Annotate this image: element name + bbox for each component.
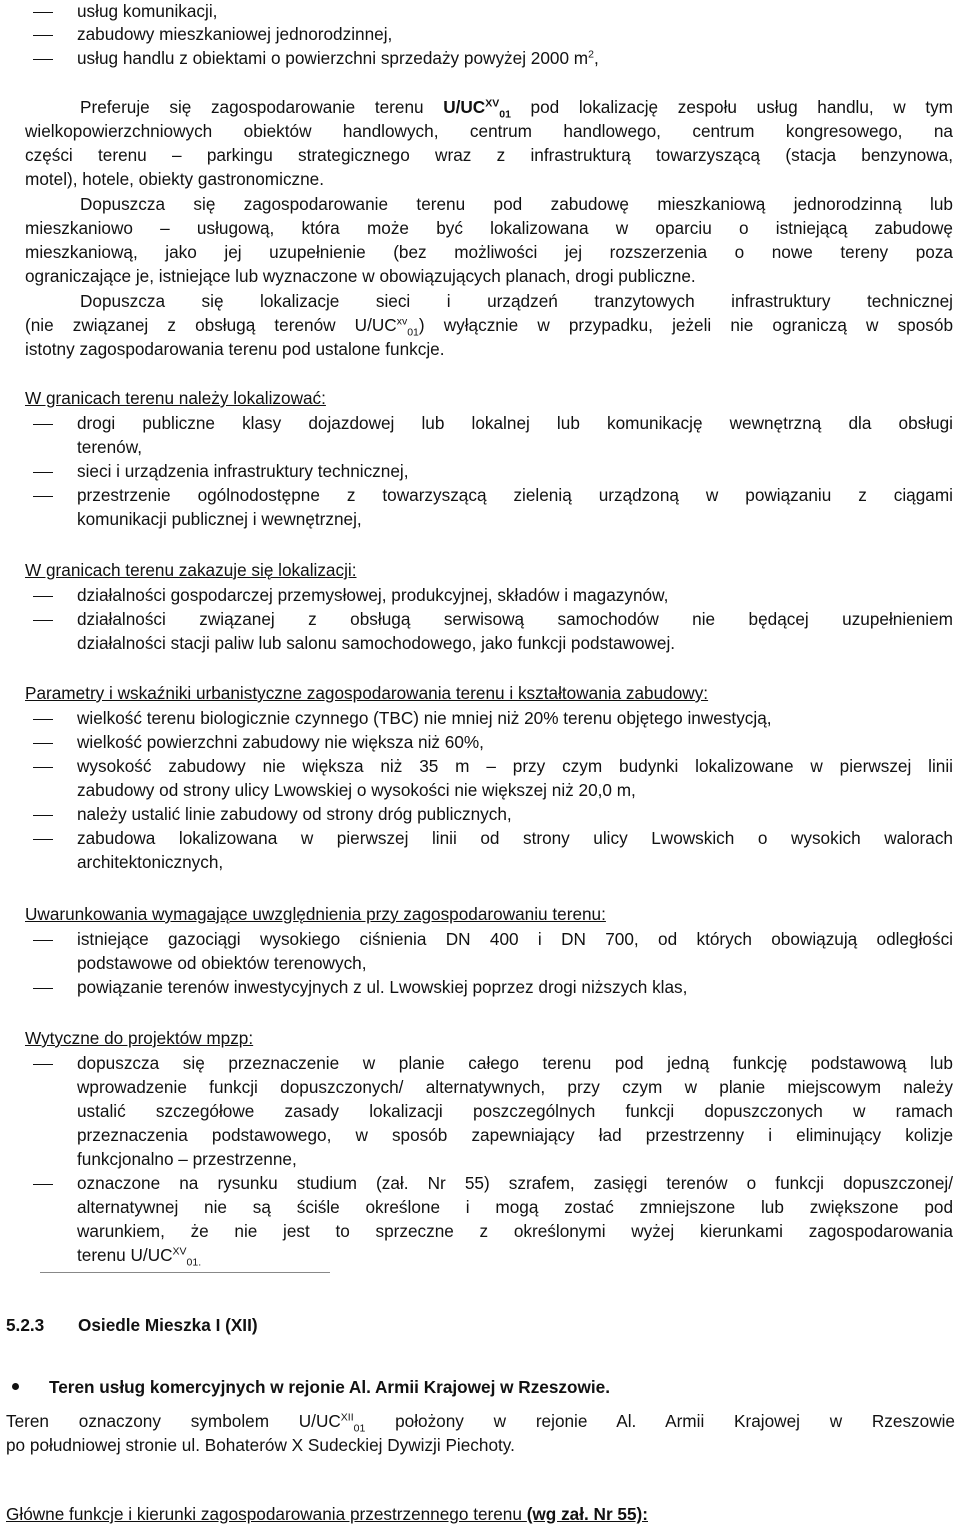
dash-bullet — [33, 12, 53, 13]
list-item-cont: architektonicznych, — [77, 852, 224, 872]
paragraph-line: mieszkaniową, jako jej uzupełnienie (bez możliwości jej rozszerzenia o nowe tereny poza — [25, 242, 953, 262]
subscript: 01 — [407, 326, 419, 339]
text-span: położony w rejonie Al. Armii Krajowej w Rzeszowie — [365, 1411, 955, 1431]
paragraph-line: ograniczające je, istniejące lub wyznaczone w obowiązujących planach, drogi publiczne. — [25, 266, 696, 286]
text-span-bold: (wg zał. Nr 55): — [526, 1504, 648, 1524]
dash-bullet — [33, 1184, 53, 1185]
list-item-text: usług handlu z obiektami o powierzchni sprzedaży powyżej 2000 m — [77, 48, 589, 68]
list-item: usług komunikacji, — [77, 1, 218, 21]
list-item-cont: wprowadzenie funkcji dopuszczonych/ alternatywnych, przy czym w planie miejscowym należy — [77, 1077, 953, 1097]
list-item-cont: zabudowy od strony ulicy Lwowskiej o wysokości nie większej niż 20,0 m, — [77, 780, 636, 800]
subsection-title: Osiedle Mieszka I (XII) — [78, 1315, 258, 1335]
list-item-cont: warunkiem, że nie jest to sprzeczne z określonymi wyżej kierunkami zagospodarowania — [77, 1221, 953, 1241]
text-span: pod lokalizację zespołu usług handlu, w tym — [510, 97, 953, 117]
section-heading: W granicach terenu należy lokalizować: — [25, 388, 326, 408]
list-item: zabudowa lokalizowana w pierwszej linii od strony ulicy Lwowskich o wysokich walorach — [77, 828, 953, 848]
dash-bullet — [33, 424, 53, 425]
dash-bullet — [33, 59, 53, 60]
paragraph-line — [25, 315, 953, 339]
list-item-cont: przeznaczenia podstawowego, w sposób zapewniający ład przestrzenny i eliminujący kolizje — [77, 1125, 953, 1145]
dash-bullet — [33, 496, 53, 497]
paragraph-line: po południowej stronie ul. Bohaterów X Sudeckiej Dywizji Piechoty. — [6, 1435, 515, 1455]
paragraph-line: istotny zagospodarowania terenu pod ustalone funkcje. — [25, 339, 445, 359]
section-heading: Wytyczne do projektów mpzp: — [25, 1028, 254, 1048]
list-item: zabudowy mieszkaniowej jednorodzinnej, — [77, 24, 393, 44]
dash-bullet — [33, 1064, 53, 1065]
superscript: XV — [485, 97, 500, 110]
paragraph-line: Dopuszcza się zagospodarowanie terenu pod zabudowę mieszkaniową jednorodzinną lub — [80, 194, 953, 214]
bullet-dot — [12, 1383, 19, 1390]
superscript: 2 — [588, 48, 594, 61]
section-heading: Uwarunkowania wymagające uwzględnienia przy zagospodarowaniu terenu: — [25, 904, 606, 924]
list-item: działalności związanej z obsługą serwisową samochodów nie będącej uzupełnieniem — [77, 609, 953, 629]
superscript: xv — [396, 315, 408, 328]
dash-bullet — [33, 596, 53, 597]
paragraph-line — [80, 97, 953, 121]
text-span: Główne funkcje i kierunki zagospodarowania przestrzennego terenu — [6, 1504, 527, 1524]
list-item-cont: terenów, — [77, 437, 142, 457]
text-span: terenu U/UC — [77, 1245, 173, 1265]
text-span: Teren oznaczony symbolem U/UC — [6, 1411, 341, 1431]
list-item: należy ustalić linie zabudowy od strony dróg publicznych, — [77, 804, 512, 824]
dash-bullet — [33, 815, 53, 816]
list-item-cont: funkcjonalno – przestrzenne, — [77, 1149, 297, 1169]
section-heading: Parametry i wskaźniki urbanistyczne zagospodarowania terenu i kształtowania zabudowy: — [25, 683, 709, 703]
list-item: działalności gospodarczej przemysłowej, produkcyjnej, składów i magazynów, — [77, 585, 669, 605]
text-span: Preferuje się zagospodarowanie terenu — [80, 97, 444, 117]
paragraph-line: mieszkaniowo – usługową, która może być lokalizowana w oparciu o istniejącą zabudowę — [25, 218, 953, 238]
list-item-cont: podstawowe od obiektów terenowych, — [77, 953, 367, 973]
bullet-heading: Teren usług komercyjnych w rejonie Al. Armii Krajowej w Rzeszowie. — [49, 1377, 610, 1397]
superscript: XV — [172, 1245, 187, 1258]
list-item-cont: działalności stacji paliw lub salonu samochodowego, jako funkcji podstawowej. — [77, 633, 676, 653]
dash-bullet — [33, 940, 53, 941]
paragraph-line — [6, 1411, 955, 1435]
subscript: 01 — [499, 108, 511, 121]
list-item-cont: ustalić szczegółowe zasady lokalizacji poszczególnych funkcji dopuszczonych w ramach — [77, 1101, 953, 1121]
list-item: dopuszcza się przeznaczenie w planie całego terenu pod jedną funkcję podstawową lub — [77, 1053, 953, 1073]
paragraph-line: części terenu – parkingu strategicznego wraz z infrastrukturą towarzyszącą (stacja benzynowa, — [25, 145, 953, 165]
list-item: przestrzenie ogólnodostępne z towarzyszącą zielenią urządzoną w powiązaniu z ciągami — [77, 485, 953, 505]
paragraph-line: wielkopowierzchniowych obiektów handlowych, centrum handlowego, centrum kongresowego, na — [25, 121, 953, 141]
divider — [40, 1272, 330, 1273]
list-item — [77, 48, 599, 68]
list-item-tail: , — [593, 48, 599, 68]
subsection-number: 5.2.3 — [6, 1315, 45, 1335]
dash-bullet — [33, 719, 53, 720]
list-item: drogi publiczne klasy dojazdowej lub lokalnej lub komunikację wewnętrzną dla obsługi — [77, 413, 953, 433]
text-span: (nie związanej z obsługą terenów U/UC — [25, 315, 397, 335]
dash-bullet — [33, 988, 53, 989]
section-heading: W granicach terenu zakazuje się lokalizacji: — [25, 560, 357, 580]
dash-bullet — [33, 767, 53, 768]
list-item: wielkość terenu biologicznie czynnego (TBC) nie mniej niż 20% terenu objętego inwestycją, — [77, 708, 772, 728]
paragraph-line: motel), hotele, obiekty gastronomiczne. — [25, 169, 325, 189]
list-item-cont: komunikacji publicznej i wewnętrznej, — [77, 509, 362, 529]
dash-bullet — [33, 35, 53, 36]
superscript: XII — [340, 1411, 354, 1424]
subscript: 01 — [353, 1422, 366, 1435]
dash-bullet — [33, 620, 53, 621]
list-item: wielkość powierzchni zabudowy nie większa niż 60%, — [77, 732, 484, 752]
subscript: 01. — [186, 1256, 202, 1269]
list-item-cont: alternatywnej nie są ściśle określone i mogą zostać zmniejszone lub zwiększone pod — [77, 1197, 953, 1217]
list-item-cont — [77, 1245, 202, 1269]
dash-bullet — [33, 839, 53, 840]
list-item: powiązanie terenów inwestycyjnych z ul. Lwowskiej poprzez drogi niższych klas, — [77, 977, 688, 997]
list-item: istniejące gazociągi wysokiego ciśnienia DN 400 i DN 700, od których obowiązują odległości — [77, 929, 953, 949]
list-item: wysokość zabudowy nie większa niż 35 m – przy czym budynki lokalizowane w pierwszej linii — [77, 756, 953, 776]
text-span: ) wyłącznie w przypadku, jeżeli nie ograniczą w sposób — [418, 315, 953, 335]
paragraph-line: Dopuszcza się lokalizacje sieci i urządzeń tranzytowych infrastruktury technicznej — [80, 291, 953, 311]
dash-bullet — [33, 743, 53, 744]
zone-code: U/UC — [443, 97, 486, 117]
list-item: oznaczone na rysunku studium (zał. Nr 55) szrafem, zasięgi terenów o funkcji dopuszczonej/ — [77, 1173, 953, 1193]
list-item: sieci i urządzenia infrastruktury technicznej, — [77, 461, 409, 481]
dash-bullet — [33, 472, 53, 473]
final-heading — [6, 1504, 648, 1524]
